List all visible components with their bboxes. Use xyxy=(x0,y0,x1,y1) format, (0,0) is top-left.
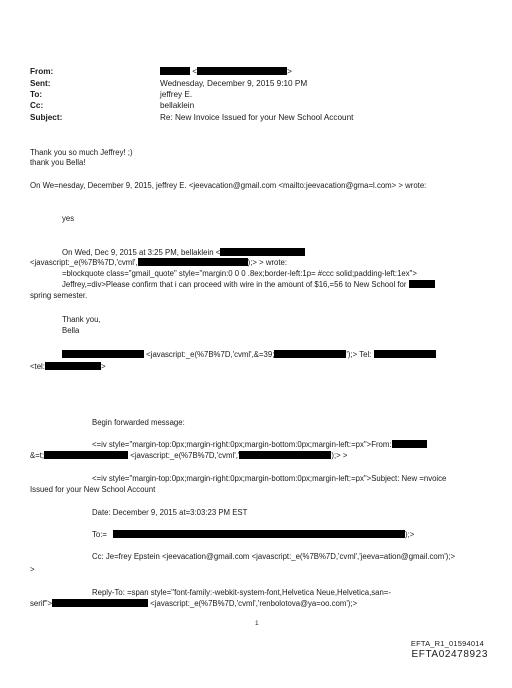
body-line: yes xyxy=(62,214,75,223)
sent-row xyxy=(30,79,307,89)
redaction-block xyxy=(160,67,190,75)
redaction-block xyxy=(62,350,144,358)
bates-number-small: EFTA_R1_01594014 xyxy=(410,639,484,648)
sent-value: Wednesday, December 9, 2015 9:10 PM xyxy=(160,79,308,88)
body-line: Thank you so much Jeffrey! ;) xyxy=(30,148,133,157)
redaction-block xyxy=(392,440,427,448)
from-bracket-close: > xyxy=(287,67,292,76)
subject-value: Re: New Invoice Issued for your New School Account xyxy=(160,113,354,122)
from-label: From: xyxy=(30,67,54,76)
body-line: serif"> <javascript:_e(%7B%7D,'cvml','renbolotova@ya=oo.com');> xyxy=(30,599,358,608)
body-line: Jeffrey,=div>Please confirm that i can proceed with wire in the amount of $16,=56 to New School for xyxy=(62,280,435,290)
body-line: <javascript:_e(%7B%7D,'cvml', );> > wrote: xyxy=(30,258,288,267)
cc-value: bellaklein xyxy=(160,101,195,110)
bates-number-large: EFTA02478923 xyxy=(411,649,488,660)
cc-label: Cc: xyxy=(30,101,44,110)
body-line: Cc: Je=frey Epstein <jeevacation@gmail.com <javascript:_e(%7B%7D,'cvml','jeeva=ation@gmail.com');> xyxy=(92,552,456,561)
body-line: Issued for your New School Account xyxy=(30,485,156,494)
body-line: &=t; <javascript:_e(%7B%7D,'cvml',' );> > xyxy=(30,451,348,460)
body-line: > xyxy=(30,565,35,574)
to-row xyxy=(30,90,192,100)
redaction-block xyxy=(274,350,346,358)
to-value: jeffrey E. xyxy=(160,90,193,99)
body-line: thank you Bella! xyxy=(30,158,86,167)
sent-label: Sent: xyxy=(30,79,51,88)
redaction-block xyxy=(44,451,128,459)
redaction-block xyxy=(45,362,101,370)
body-line: <=iv style="margin-top:0px;margin-right:0px;margin-bottom:0px;margin-left:=px">Subject: New =nvoice xyxy=(92,474,447,483)
body-line: Bella xyxy=(62,326,80,335)
body-line: Date: December 9, 2015 at=3:03:23 PM EST xyxy=(92,508,248,517)
cc-row xyxy=(30,101,194,111)
body-line: =blockquote class="gmail_quote" style="margin:0 0 0 .8ex;border-left:1p= #ccc solid;padding-left:1ex"> xyxy=(62,269,417,278)
redaction-block xyxy=(239,451,331,459)
from-row xyxy=(30,67,292,77)
redaction-block xyxy=(138,258,248,266)
body-line: To:= );> xyxy=(92,530,415,539)
to-label: To: xyxy=(30,90,43,99)
redaction-block xyxy=(220,248,305,256)
quoted-header-line: On Wed, Dec 9, 2015 at 3:25 PM, bellaklein < xyxy=(62,248,305,258)
body-line: <=iv style="margin-top:0px;margin-right:0px;margin-bottom:0px;margin-left:=px">From: xyxy=(92,440,427,450)
from-bracket-open: < xyxy=(192,67,198,76)
redaction-block xyxy=(197,67,287,75)
body-line: <tel: > xyxy=(30,362,106,371)
page-number: 1 xyxy=(255,620,259,627)
body-line: Reply-To: =span style="font-family:-webkit-system-font,Helvetica Neue,Helvetica,san=- xyxy=(92,588,391,597)
body-line: <javascript:_e(%7B%7D,'cvml',&=39; ');> Tel: xyxy=(62,350,436,360)
redaction-block xyxy=(52,599,148,607)
from-value xyxy=(160,67,292,77)
body-line: Begin forwarded message: xyxy=(92,418,185,427)
body-line: spring semester. xyxy=(30,291,88,300)
redaction-block xyxy=(409,280,435,288)
body-line: Thank you, xyxy=(62,315,101,324)
quoted-header-line: On We=nesday, December 9, 2015, jeffrey E. <jeevacation@gmail.com <mailto:jeevacation@gma=l.com> > wrote: xyxy=(30,181,427,190)
subject-row xyxy=(30,113,353,123)
redaction-block xyxy=(374,350,436,358)
redaction-block xyxy=(113,530,405,538)
subject-label: Subject: xyxy=(30,113,63,122)
